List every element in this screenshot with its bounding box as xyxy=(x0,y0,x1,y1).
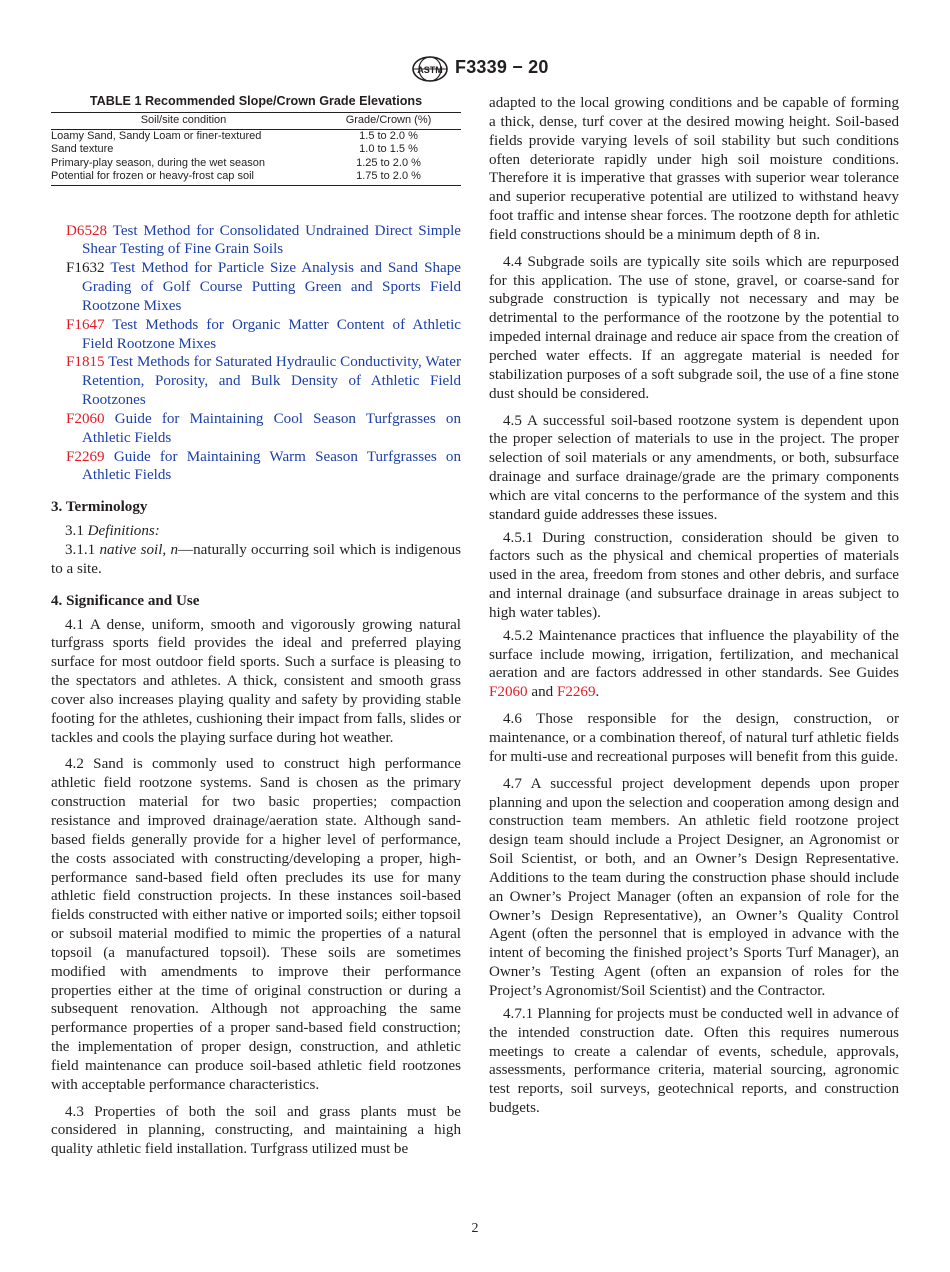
column-header-grade: Grade/Crown (%) xyxy=(316,113,461,130)
reference-code-link[interactable]: F2269 xyxy=(66,448,105,465)
table-row xyxy=(51,170,461,185)
reference-item xyxy=(51,222,461,260)
table-cell: 1.75 to 2.0 % xyxy=(316,170,461,185)
reference-code-link[interactable]: F1815 xyxy=(66,354,105,371)
table-cell: Primary-play season, during the wet season xyxy=(51,156,265,169)
table-cell: Potential for frozen or heavy-frost cap soil xyxy=(51,170,316,185)
paragraph-4-2: 4.2 Sand is commonly used to construct high performance athletic field rootzone systems. Sand is chosen as the primary construction material for two basic properties; compaction resistance and improved drainage/aeration state. Although sand-based fields generally provide for a higher level of performance, the costs associated with constructing/developing a proper, high-performance sand-based field often precludes its use for many athletic field construction projects. In these instances soil-based fields constructed with either native or imported soils; either topsoil or subsoil material modified to mimic the properties of a natural topsoil (a manufactured topsoil). These soils are sometimes modified with amendments to improve their performance properties either at the time of original construction or during a subsequent renovation. Although not approaching the same performance properties of a proper sand-based field construction; the implementation of proper design, construction, and athletic field maintenance can produce soil-based athletic field rootzones with acceptable performance characteristics. xyxy=(51,756,461,1093)
reference-title-link[interactable]: Test Methods for Saturated Hydraulic Conductivity, Water Retention, Porosity, and Bulk Density of Athletic Field Rootzones xyxy=(82,354,461,409)
table-row xyxy=(51,143,461,157)
reference-item xyxy=(51,353,461,410)
paragraph-4-5-1: 4.5.1 During construction, consideration should be given to factors such as the physical and chemical properties of materials used in the area, freedom from stones and other debris, and surface and internal drainage (and subsurface drainage in areas subject to high water tables). xyxy=(489,529,899,621)
reference-item xyxy=(51,259,461,316)
section-heading-terminology: 3. Terminology xyxy=(51,499,148,516)
slope-crown-table xyxy=(51,112,461,186)
table-cell: 1.0 to 1.5 % xyxy=(359,143,418,155)
paragraph-4-3: 4.3 Properties of both the soil and grass plants must be considered in planning, constructing, and maintaining a high quality athletic field installation. Turfgrass utilized must be xyxy=(51,1103,461,1158)
right-column xyxy=(489,94,899,1118)
referenced-documents-list xyxy=(51,222,461,486)
paragraph-4-6: 4.6 Those responsible for the design, construction, or maintenance, or a combination thereof, of natural turf athletic fields for multi-use and recreational purposes will benefit from this guide. xyxy=(489,711,899,765)
paragraph-3-1 xyxy=(51,522,461,541)
paragraph-text: and xyxy=(527,684,557,701)
astm-logo-icon xyxy=(410,56,450,82)
reference-item xyxy=(51,316,461,354)
standard-designation: F3339 − 20 xyxy=(455,57,549,77)
clause-number: 3.1.1 xyxy=(65,542,96,558)
defined-term: native soil, n xyxy=(99,542,179,558)
reference-title-link[interactable]: Test Methods for Organic Matter Content of Athletic Field Rootzone Mixes xyxy=(82,316,461,352)
logo-text: ASTM xyxy=(417,65,443,75)
paragraph-4-3-continued: adapted to the local growing conditions and be capable of forming a thick, dense, turf cover at the desired mowing height. Soil-based fields provide varying levels of soil stability but such conditions often deteriorate rapidly under high soil moisture conditions. Therefore it is imperative that grasses with superior wear tolerance and superior recuperative potential are utilized to withstand heavy foot traffic and intense shear forces. The rootzone depth for athletic field constructions should be a minimum depth of 8 in. xyxy=(489,95,899,243)
table-header-row xyxy=(51,113,461,130)
paragraph-3-1-1 xyxy=(51,541,461,579)
paragraph-text: . xyxy=(595,684,600,701)
paragraph-text: 4.5.2 Maintenance practices that influence the playability of the surface include mowing, irrigation, fertilization, and mechanical aeration and are factors addressed in other standards. See Guides xyxy=(489,627,899,682)
left-column xyxy=(51,94,461,1159)
reference-title-link[interactable]: Test Method for Consolidated Undrained Direct Simple Shear Testing of Fine Grain Soils xyxy=(82,222,461,258)
reference-code-link[interactable]: F1647 xyxy=(66,316,105,333)
paragraph-4-7-1: 4.7.1 Planning for projects must be conducted well in advance of the intended construction date. Often this requires numerous meetings to create a calendar of events, schedule, approvals, assessments, performance criteria, material sourcing, agronomic test reports, soil surveys, geotechnical reports, and construction budgets. xyxy=(489,1005,899,1117)
page-number: 2 xyxy=(471,1221,479,1236)
clause-number: 3.1 xyxy=(65,523,84,540)
table-row xyxy=(51,129,461,143)
page-header xyxy=(0,56,950,82)
paragraph-4-4: 4.4 Subgrade soils are typically site soils which are repurposed for this application. The use of stone, gravel, or coarse-sand for subgrade construction is typically not necessary and may be detrimental to the performance of the rootzone by the potential to impeded internal drainage and reduce air space from the creation of perched water effects. If an aggregate material is needed for stabilization purposes of a soft subgrade soil, the use of a fine stone dust should be considered. xyxy=(489,253,899,402)
paragraph-4-7: 4.7 A successful project development depends upon proper planning and upon the selection and cooperation among design and construction team members. An athletic field rootzone project design team should include a Project Designer, an Agronomist or Soil Scientist, or both, and an Owner’s Design Representative. Additions to the team during the construction phase should include an Owner’s Project Manager (often an expansion of role for the Owner’s Design Representative), an Owner’s Quality Control Agent (often the personnel that is employed in advance with the intent of becoming the finished project’s Sports Turf Manager), an Owner’s Testing Agent (often an expansion of roles for the Project’s Agronomist/Soil Scientist) and the Contractor. xyxy=(489,775,899,999)
reference-title-link[interactable]: Guide for Maintaining Cool Season Turfgrasses on Athletic Fields xyxy=(82,410,461,446)
paragraph-4-1: 4.1 A dense, uniform, smooth and vigorously growing natural turfgrass sports field provides the ideal and preferred playing surface for most outdoor field sports. Such a surface is pleasing to the spectators and athletes. A thick, consistent and smooth grass cover also increases playing quality and safety by providing stable footing for the athletes, cushioning their impact from falls, slides or tackles and cools the playing surface during hot weather. xyxy=(51,616,461,746)
column-header-soil: Soil/site condition xyxy=(51,113,316,130)
paragraph-4-5: 4.5 A successful soil-based rootzone system is dependent upon the proper selection of materials to use in the project. The proper selection of soil materials or any amendments, or both, subsurface drainage and surface drainage/grade are the primary components which are vital concerns to the performance of the system and this standard guide addresses these issues. xyxy=(489,412,899,523)
table-cell: Sand texture xyxy=(51,143,114,155)
definition-text: —naturally occurring soil which is indigenous to a site. xyxy=(51,542,461,577)
table1-title: TABLE 1 Recommended Slope/Crown Grade Elevations xyxy=(89,94,423,108)
reference-code-link[interactable]: F2269 xyxy=(556,684,596,701)
reference-item xyxy=(51,448,461,486)
reference-title-link[interactable]: Guide for Maintaining Warm Season Turfgrasses on Athletic Fields xyxy=(82,448,461,484)
clause-label: Definitions: xyxy=(87,523,160,540)
section-heading-significance: 4. Significance and Use xyxy=(51,592,200,609)
reference-code-link[interactable]: D6528 xyxy=(66,222,108,239)
reference-title-link[interactable]: Test Method for Particle Size Analysis and Sand Shape Grading of Golf Course Putting Green and Sports Field Rootzone Mixes xyxy=(82,260,461,314)
table-cell: Loamy Sand, Sandy Loam or finer-textured xyxy=(51,129,262,142)
reference-item xyxy=(51,410,461,448)
reference-code-link[interactable]: F2060 xyxy=(66,410,105,427)
table-cell: 1.25 to 2.0 % xyxy=(356,156,421,169)
table-cell: 1.5 to 2.0 % xyxy=(359,129,418,142)
reference-code: F1632 xyxy=(66,260,105,277)
paragraph-4-5-2 xyxy=(489,627,899,702)
table-row xyxy=(51,157,461,171)
reference-code-link[interactable]: F2060 xyxy=(489,684,528,701)
